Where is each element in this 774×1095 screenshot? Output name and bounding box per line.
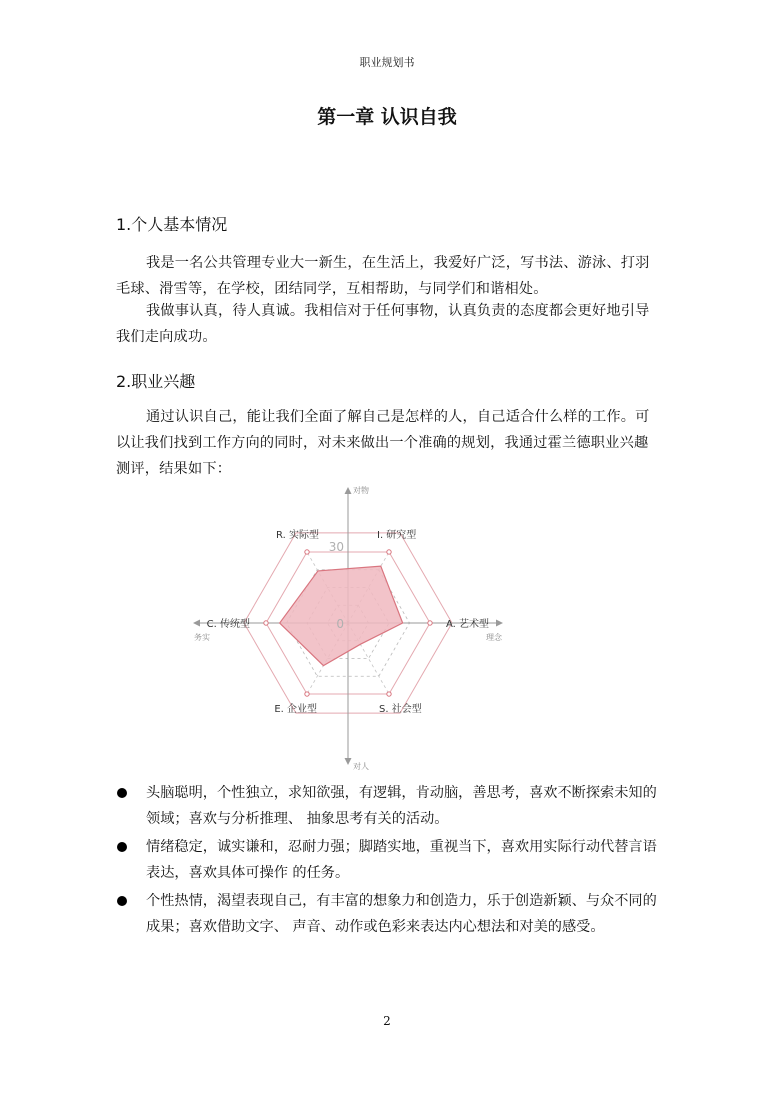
- trait-list-item: [116, 780, 666, 832]
- radar-vertex-dot: [305, 692, 309, 696]
- radar-category-label: A. 艺术型: [446, 619, 490, 630]
- trait-list-item: [116, 888, 666, 940]
- paragraph-personal-attitude: 我做事认真，待人真诚。我相信对于任何事物，认真负责的态度都会更好地引导我们走向成功。: [116, 303, 650, 345]
- page-number: 2: [383, 1014, 391, 1028]
- section-title-career-interest: 2.职业兴趣: [116, 372, 196, 391]
- bullet-dot-icon: [117, 842, 127, 852]
- radar-data-area: [280, 566, 403, 665]
- radar-vertex-dot: [264, 621, 268, 625]
- axis-label-right: 理念: [486, 633, 502, 642]
- trait-bullet-list: [116, 780, 666, 942]
- radar-vertex-dot: [387, 550, 391, 554]
- chapter-title: 第一章 认识自我: [317, 106, 457, 128]
- paragraph-personal-intro: 我是一名公共管理专业大一新生，在生活上，我爱好广泛，写书法、游泳、打羽毛球、滑雪等，在学校，团结同学，互相帮助，与同学们和谐相处。: [116, 255, 650, 297]
- axis-label-top: 对物: [353, 486, 369, 495]
- bullet-dot-icon: [117, 788, 127, 798]
- bullet-dot-icon: [117, 896, 127, 906]
- radar-category-label: R. 实际型: [276, 529, 319, 541]
- trait-text: 情绪稳定，诚实谦和，忍耐力强；脚踏实地，重视当下，喜欢用实际行动代替言语表达，喜欢具体可操作 的任务。: [146, 839, 657, 881]
- paragraph-career-interest: 通过认识自己，能让我们全面了解自己是怎样的人，自己适合什么样的工作。可以让我们找到工作方向的同时，对未来做出一个准确的规划，我通过霍兰德职业兴趣测评，结果如下：: [116, 409, 650, 477]
- radar-vertex-dot: [428, 621, 432, 625]
- radar-category-label: S. 社会型: [379, 704, 422, 716]
- holland-radar-chart: [180, 482, 520, 772]
- radar-scale-min-label: 0: [336, 617, 344, 631]
- axis-label-left: 务实: [194, 633, 210, 642]
- radar-vertex-dot: [305, 550, 309, 554]
- radar-category-label: I. 研究型: [377, 529, 417, 541]
- trait-text: 头脑聪明，个性独立，求知欲强，有逻辑，肯动脑，善思考，喜欢不断探索未知的领域；喜欢与分析推理、 抽象思考有关的活动。: [146, 785, 657, 827]
- axis-label-bottom: 对人: [353, 762, 369, 771]
- radar-scale-max-label: 30: [328, 540, 344, 554]
- radar-category-label: E. 企业型: [274, 704, 317, 716]
- trait-list-item: [116, 834, 666, 886]
- trait-text: 个性热情，渴望表现自己，有丰富的想象力和创造力，乐于创造新颖、与众不同的成果；喜欢借助文字、 声音、动作或色彩来表达内心想法和对美的感受。: [146, 893, 657, 935]
- page-header: 职业规划书: [359, 56, 415, 69]
- section-title-personal-info: 1.个人基本情况: [116, 215, 228, 234]
- radar-vertex-dot: [387, 692, 391, 696]
- radar-category-label: C. 传统型: [206, 619, 250, 630]
